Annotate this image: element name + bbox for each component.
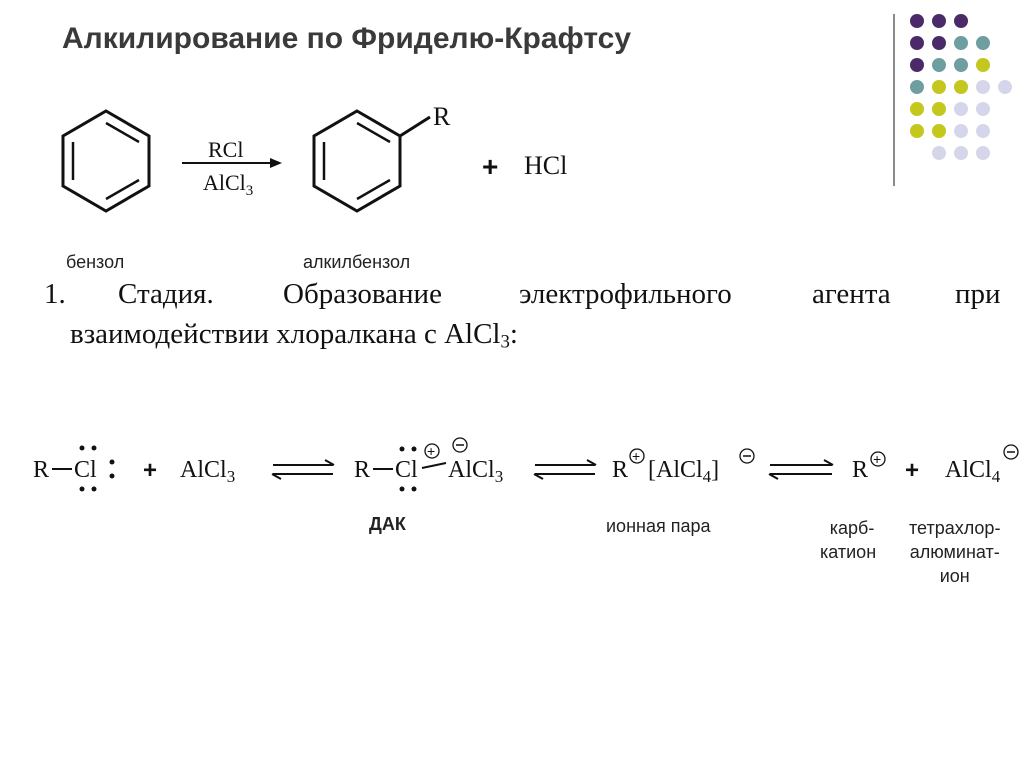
svg-text:AlCl3: AlCl$_3$ <box>180 457 236 486</box>
svg-text:[AlCl4]: [AlCl$_4$] <box>648 457 720 486</box>
stage-number: 1. <box>44 278 66 310</box>
svg-text:Cl: Cl <box>74 457 97 483</box>
stage-word-2: Образование <box>283 278 442 310</box>
substituent-r: R <box>433 102 451 131</box>
minus-charge-icon-1 <box>453 438 467 452</box>
minus-charge-icon-2 <box>740 449 754 463</box>
stage-word-3: электрофильного <box>519 278 732 310</box>
label-dak: ДАК <box>369 514 406 534</box>
minus-charge-icon-3 <box>1004 445 1018 459</box>
svg-text:R: R <box>354 457 371 483</box>
svg-text:+: + <box>143 457 158 484</box>
svg-text:+: + <box>905 457 920 484</box>
plus-charge-icon-2 <box>630 448 644 464</box>
svg-text:+: + <box>873 451 882 467</box>
equilibrium-arrows-3 <box>769 460 833 479</box>
svg-text:R: R <box>33 457 50 483</box>
reagent-rcl: RCl <box>208 137 244 162</box>
slide-title: Алкилирование по Фриделю-Крафтсу <box>62 22 632 55</box>
svg-text:AlCl4: AlCl$_4$ <box>945 457 1001 486</box>
plus-sign: + <box>482 151 499 182</box>
label-ion-pair: ионная пара <box>606 516 711 536</box>
stage-line-2: взаимодействии хлоралкана с AlCl$_3$: <box>70 318 518 353</box>
stage-word-1: Стадия. <box>118 278 214 310</box>
svg-text:+: + <box>427 443 436 459</box>
svg-text:R: R <box>852 457 869 483</box>
svg-text:R: R <box>612 457 629 483</box>
stage-word-5: при <box>955 278 1001 310</box>
label-benzene: бензол <box>66 252 125 272</box>
plus-charge-icon-1 <box>425 443 439 459</box>
equilibrium-arrows-1 <box>272 460 334 479</box>
label-alkylbenzene: алкилбензол <box>303 252 411 272</box>
label-carbocation: карб- катион <box>820 518 877 562</box>
label-tetrachloroaluminate: тетрахлор- алюминат- ион <box>909 518 1001 586</box>
equilibrium-arrows-2 <box>534 460 596 479</box>
reagent-alcl3: AlCl$_3$ <box>203 170 254 199</box>
svg-text:Cl: Cl <box>395 457 418 483</box>
stage-word-4: агента <box>812 278 891 310</box>
svg-text:+: + <box>632 448 641 464</box>
byproduct-hcl: HCl <box>524 151 568 180</box>
svg-text:AlCl3: AlCl$_3$ <box>448 457 504 486</box>
plus-charge-icon-3 <box>871 451 885 467</box>
